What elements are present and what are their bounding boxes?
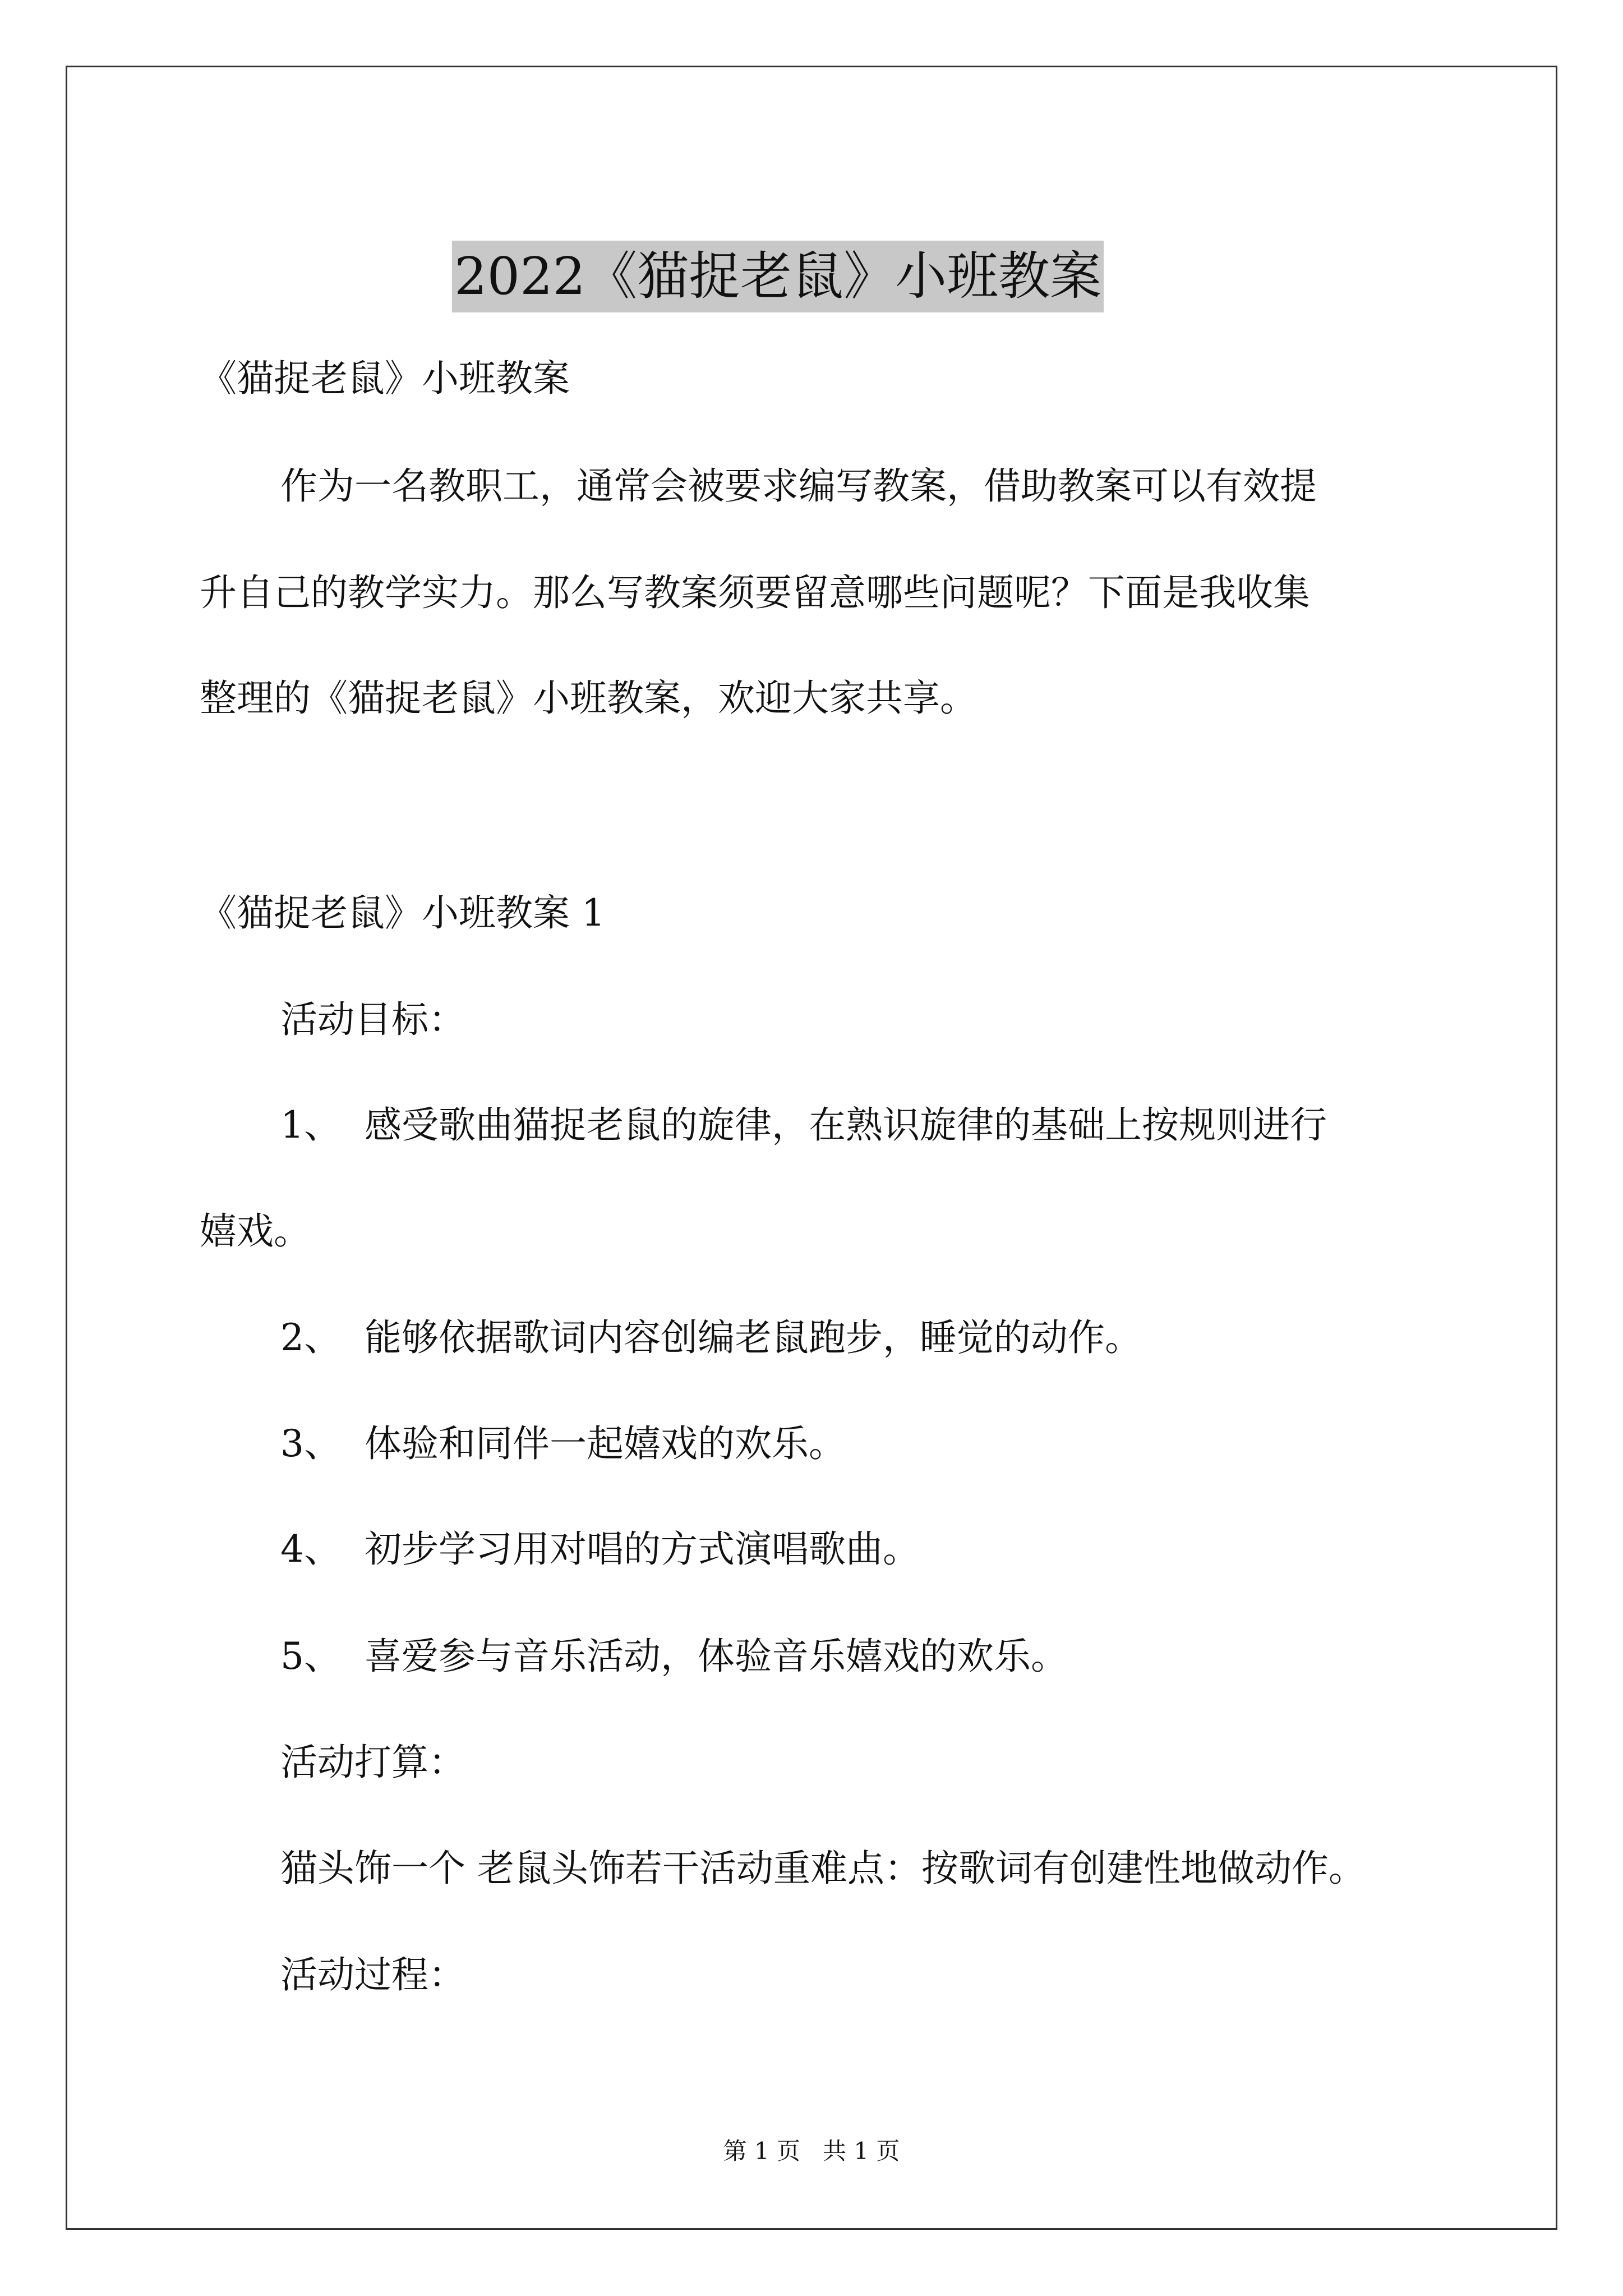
- page-footer: [0, 2134, 1623, 2168]
- process-heading: 活动过程：: [280, 1953, 465, 1996]
- goal-item-5: [280, 1631, 1068, 1682]
- goal-item-2: [280, 1313, 1142, 1363]
- goal-text: 初步学习用对唱的方式演唱歌曲。: [365, 1527, 920, 1571]
- goal-item-3: [280, 1419, 846, 1469]
- goal-item-4: [280, 1524, 920, 1575]
- goal-number: 1、: [280, 1103, 341, 1147]
- document-title: 2022《猫捉老鼠》小班教案: [452, 241, 1104, 312]
- page-number-total: 共 1 页: [823, 2137, 900, 2165]
- goal-number: 5、: [280, 1635, 341, 1678]
- prep-heading: 活动打算：: [280, 1741, 465, 1784]
- intro-line-3: 整理的《猫捉老鼠》小班教案，欢迎大家共享。: [200, 677, 977, 720]
- goals-heading: 活动目标：: [280, 998, 465, 1041]
- goal-text: 能够依据歌词内容创编老鼠跑步，睡觉的动作。: [365, 1316, 1142, 1359]
- goal-item-1-continuation: 嬉戏。: [200, 1209, 311, 1253]
- intro-line-2: 升自己的教学实力。那么写教案须要留意哪些问题呢？下面是我收集: [200, 571, 1310, 614]
- goal-text: 感受歌曲猫捉老鼠的旋律，在熟识旋律的基础上按规则进行: [365, 1103, 1327, 1147]
- page-number-current: 第 1 页: [723, 2137, 800, 2165]
- subtitle: 《猫捉老鼠》小班教案: [200, 357, 570, 400]
- prep-text: 猫头饰一个 老鼠头饰若干活动重难点：按歌词有创建性地做动作。: [280, 1847, 1366, 1890]
- goal-text: 体验和同伴一起嬉戏的欢乐。: [365, 1422, 846, 1465]
- goal-number: 4、: [280, 1527, 341, 1571]
- goal-number: 3、: [280, 1422, 341, 1465]
- goal-item-1: [280, 1100, 1327, 1151]
- goal-text: 喜爱参与音乐活动，体验音乐嬉戏的欢乐。: [365, 1635, 1068, 1678]
- section-heading: 《猫捉老鼠》小班教案 1: [200, 891, 605, 935]
- intro-line-1: 作为一名教职工，通常会被要求编写教案，借助教案可以有效提: [280, 464, 1317, 508]
- goal-number: 2、: [280, 1316, 341, 1359]
